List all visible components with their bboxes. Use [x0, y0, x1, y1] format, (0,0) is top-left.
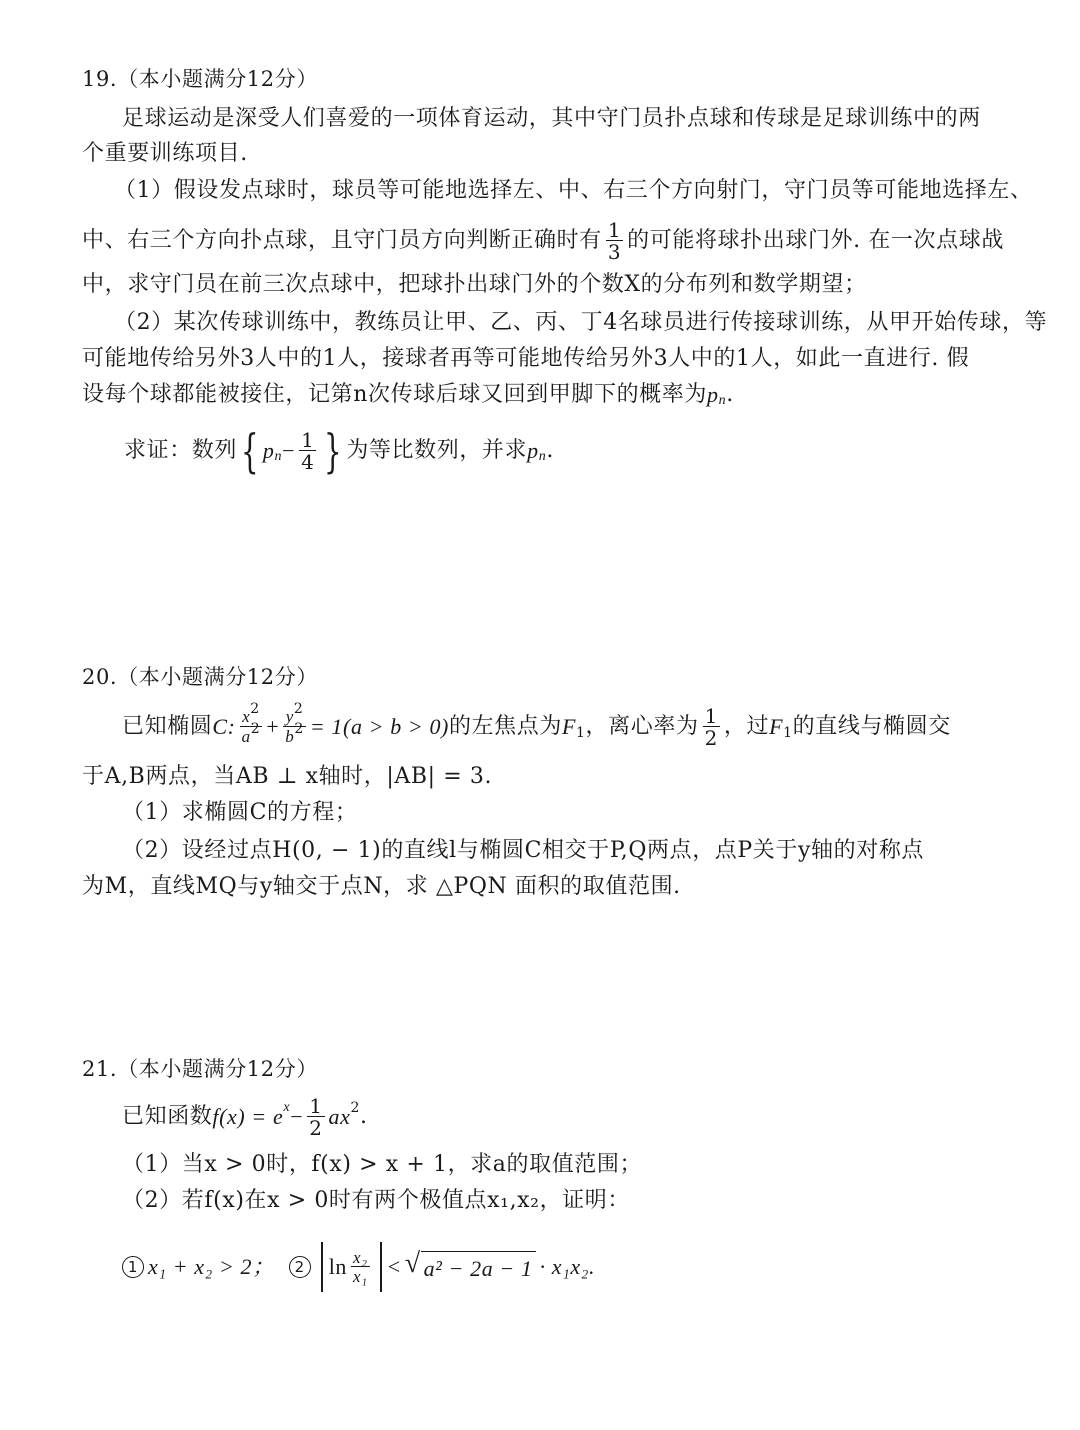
q19-part1-line-2: [82, 220, 1004, 262]
fraction-x2-over-x1: $\frac{\text{x₂}}{\text{x₁}}$: [353, 1248, 368, 1286]
q19-header: 19.（本小题满分12分）: [82, 67, 318, 91]
q19-intro-line-1: 足球运动是深受人们喜爱的一项体育运动，其中守门员扑点球和传球是足球训练中的两: [122, 106, 981, 131]
circled-number-1: 1: [122, 1256, 144, 1278]
fraction-one-half: $\frac{1}{2}$: [704, 704, 718, 750]
q19-part1-text-a: 中、右三个方向扑点球，且守门员方向判断正确时有: [82, 228, 602, 253]
right-brace: }: [324, 424, 343, 478]
fraction-one-third: $\frac{1}{3}$: [607, 218, 622, 264]
q19-part2-line-4: 求证：数列 { p n − $\frac{1}{4}$ } 为等比数列，并求 p n .: [124, 424, 554, 478]
q21-header: 21.（本小题满分12分）: [82, 1057, 318, 1081]
q19-intro-line-2: 个重要训练项目.: [82, 141, 248, 166]
q21-line-3: （2）若f(x)在x > 0时有两个极值点x₁,x₂，证明：: [122, 1188, 630, 1213]
q21-line-1: 已知函数 f(x) = e x − $\frac{1}{2}$ ax 2 .: [122, 1094, 368, 1140]
q19-part1-line-3: 中，求守门员在前三次点球中，把球扑出球门外的个数X的分布列和数学期望；: [82, 272, 867, 297]
fraction-one-half: $\frac{1}{2}$: [309, 1094, 323, 1140]
q21-line-2: （1）当x > 0时，f(x) > x + 1，求a的取值范围；: [122, 1152, 643, 1177]
q21-line-4: 1 x₁ + x₂ > 2； 2 ln $\frac{\text{x₂}}{\text{x₁}}$ < √ a² − 2a − 1 · x₁x₂.: [122, 1242, 595, 1292]
q20-line-2: 于A,B两点，当AB ⊥ x轴时，|AB| = 3.: [82, 764, 493, 789]
q19-part1-text-b: 的可能将球扑出球门外. 在一次点球战: [627, 228, 1004, 253]
square-root: √ a² − 2a − 1: [405, 1251, 536, 1284]
absolute-bar-left: [321, 1242, 323, 1292]
q19-part1-line-1: （1）假设发点球时，球员等可能地选择左、中、右三个方向射门，守门员等可能地选择左、: [114, 178, 1033, 203]
circled-number-2: 2: [289, 1256, 311, 1278]
p-variable: p: [706, 382, 719, 407]
q19-part2-line-3: 设每个球都能被接住，记第n次传球后球又回到甲脚下的概率为 p n .: [82, 382, 734, 408]
q19-part2-line-1: （2）某次传球训练中，教练员让甲、乙、丙、丁4名球员进行传接球训练，从甲开始传球，等: [114, 310, 1048, 335]
absolute-bar-right: [380, 1242, 382, 1292]
q19-part2-line-2: 可能地传给另外3人中的1人，接球者再等可能地传给另外3人中的1人，如此一直进行. 假: [82, 346, 970, 371]
q20-line-3: （1）求椭圆C的方程；: [122, 800, 358, 825]
q20-line-4: （2）设经过点H(0, − 1)的直线l与椭圆C相交于P,Q两点，点P关于y轴的对称点: [122, 838, 925, 863]
q20-line-5: 为M，直线MQ与y轴交于点N，求 △PQN 面积的取值范围.: [82, 874, 681, 899]
fraction-one-quarter: $\frac{1}{4}$: [301, 428, 315, 474]
left-brace: {: [240, 424, 259, 478]
fraction-x2-over-a2: $\frac{x^2}{a^2}$: [241, 701, 261, 746]
q20-header: 20.（本小题满分12分）: [82, 665, 318, 689]
fraction-y2-over-b2: $\frac{y^2}{b^2}$: [285, 701, 304, 746]
q20-line-1: 已知椭圆 C: $\frac{x^2}{a^2}$ + $\frac{y^2}{b^2}$ = 1(a > b > 0) 的左焦点为 F 1 ，离心率为 $\frac{1}{2}$ ，过 F 1 的直线与椭圆交: [122, 701, 951, 750]
